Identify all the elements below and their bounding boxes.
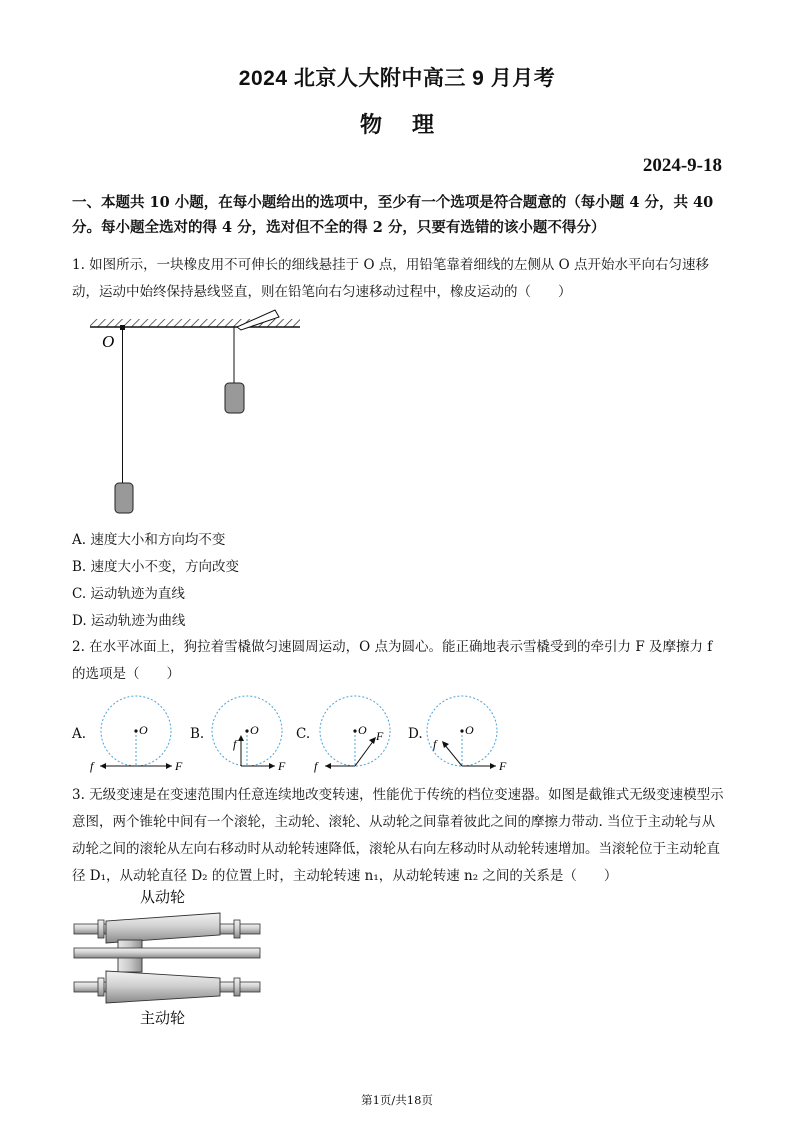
q2-option-d-figure [422,690,512,780]
label-o: O [102,332,115,351]
q2-option-c-label: C. [296,726,311,742]
subject-title: 物理 [359,112,464,138]
q1-option-d: D. 运动轨迹为曲线 [72,613,186,629]
question-1-figure [85,305,315,517]
label-o: O [250,723,259,737]
label-f: f [314,759,318,773]
q2-option-a-label: A. [72,726,87,742]
driving-cone [106,971,220,1003]
q1-option-b: B. 速度大小不变，方向改变 [72,559,240,575]
q2-option-a-figure [88,690,188,780]
eraser-top [225,383,244,413]
label-F: F [278,759,286,773]
q2-option-d-label: D. [408,726,423,742]
question-2-text: 2. 在水平冰面上，狗拉着雪橇做匀速圆周运动，O 点为圆心。能正确地表示雪橇受到的牵引力 F 及摩擦力 f 的选项是（ ） [72,639,713,682]
label-o: O [465,723,474,737]
question-1-text: 1. 如图所示，一块橡皮用不可伸长的细线悬挂于 O 点，用铅笔靠着细线的左侧从 O 点开始水平向右匀速移动，运动中始终保持悬线竖直，则在铅笔向右匀速移动过程中，橡皮运动的（ ） [72,257,709,300]
section-heading: 一、本题共 10 小题，在每小题给出的选项中，至少有一个选项是符合题意的（每小题 4 分，共 40 分。每小题全选对的得 4 分，选对但不全的得 2 分，只要有选错的该小题不得分） [72,194,714,236]
label-o: O [139,723,148,737]
label-o: O [358,723,367,737]
label-F: F [175,759,183,773]
question-3-text: 3. 无级变速是在变速范围内任意连续地改变转速，性能优于传统的档位变速器。如图是截锥式无级变速模型示意图，两个锥轮中间有一个滚轮，主动轮、滚轮、从动轮之间靠着彼此之间的摩擦力带动. 当位于主动轮与从动轮之间的滚轮从左向右移动时从动轮转速降低，滚轮从右向左移动时从动轮转速增加。当滚轮位于主动轮直径 D₁，从动轮直径 D₂ 的位置上时，主动轮转速 n₁，从动轮转速 n₂ 之间的关系是（ ） [72,787,724,884]
label-f: f [90,759,94,773]
page-title: 2024 北京人大附中高三 9 月月考 [238,67,556,90]
label-F: F [499,759,507,773]
q2-option-c-figure [310,690,410,780]
question-3-figure [70,882,270,1032]
q2-option-b-label: B. [190,726,205,742]
page-footer: 第1页/共18页 [361,1093,433,1107]
label-f: f [433,737,437,751]
q2-option-b-figure [205,690,300,780]
eraser-bottom [115,483,133,513]
exam-date: 2024-9-18 [642,155,722,176]
label-driving-wheel: 主动轮 [140,1011,186,1027]
label-F: F [376,729,384,743]
label-driven-wheel: 从动轮 [140,890,186,906]
label-f: f [233,737,237,751]
driven-cone [106,913,220,943]
q1-option-a: A. 速度大小和方向均不变 [72,532,226,548]
q1-option-c: C. 运动轨迹为直线 [72,586,185,602]
